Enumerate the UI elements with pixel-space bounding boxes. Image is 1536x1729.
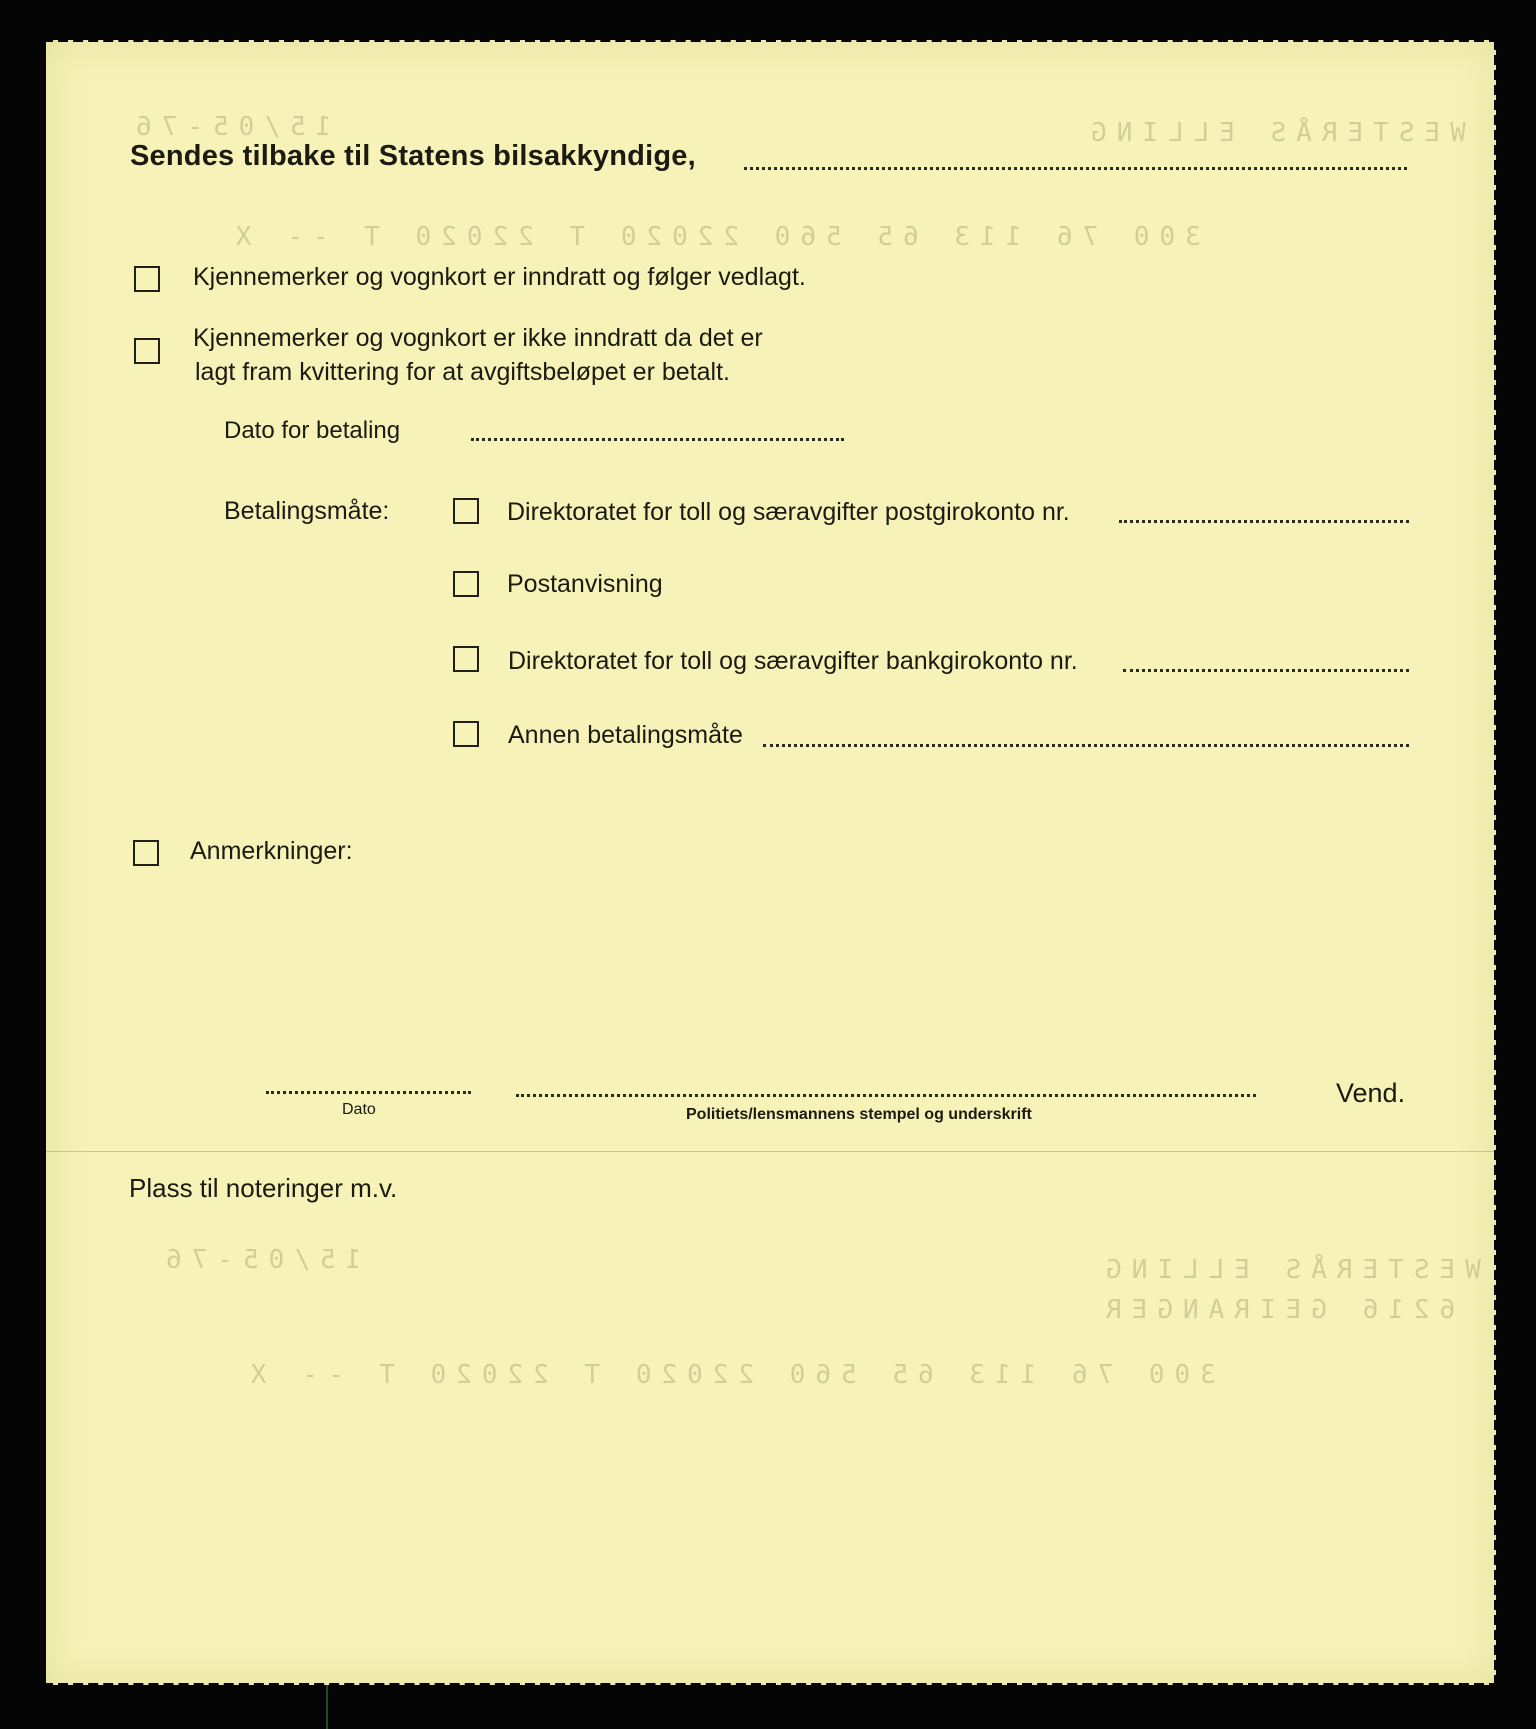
option-receipt-checkbox[interactable] (134, 338, 160, 364)
perforation-bottom (43, 1683, 1499, 1688)
option-confiscated-label: Kjennemerker og vognkort er inndratt og følger vedlagt. (193, 263, 806, 291)
bleed-through-text: 300 76 113 65 560 22020 T 22020 T -- X (241, 1360, 1216, 1390)
stamp-signature-caption: Politiets/lensmannens stempel og underskrift (686, 1106, 1032, 1123)
bleed-through-text: 6216 GEIRANGER (1096, 1295, 1456, 1325)
payment-postanvisning-checkbox[interactable] (453, 571, 479, 597)
notes-label: Plass til noteringer m.v. (129, 1173, 398, 1203)
signature-date-caption: Dato (342, 1101, 376, 1118)
return-address-line[interactable] (744, 167, 1407, 170)
payment-other-checkbox[interactable] (453, 721, 479, 747)
perforation-right (1494, 40, 1499, 1685)
perforation-top (43, 37, 1499, 42)
scan-edge-mark (326, 1685, 328, 1729)
section-divider (46, 1151, 1496, 1152)
payment-date-line[interactable] (471, 438, 844, 441)
turn-over-label: Vend. (1336, 1078, 1406, 1108)
bleed-through-text: 15/05-76 (156, 1245, 362, 1275)
signature-date-line[interactable] (266, 1091, 471, 1094)
option-receipt-label-line2: lagt fram kvittering for at avgiftsbeløpet er betalt. (195, 358, 730, 386)
payment-other-label: Annen betalingsmåte (508, 721, 743, 749)
bleed-through-text: WESTERÅS ELLING (1096, 1255, 1481, 1285)
option-confiscated-checkbox[interactable] (134, 266, 160, 292)
payment-postgiro-checkbox[interactable] (453, 498, 479, 524)
option-receipt-label-line1: Kjennemerker og vognkort er ikke inndratt da det er (193, 324, 763, 352)
bleed-through-text: 300 76 113 65 560 22020 T 22020 T -- X (226, 222, 1201, 252)
payment-bankgiro-label: Direktoratet for toll og særavgifter bankgirokonto nr. (508, 647, 1078, 675)
payment-postgiro-label: Direktoratet for toll og særavgifter postgirokonto nr. (507, 498, 1070, 526)
payment-date-label: Dato for betaling (224, 417, 401, 444)
remarks-label: Anmerkninger: (190, 837, 353, 865)
payment-postanvisning-label: Postanvisning (507, 570, 663, 598)
payment-method-label: Betalingsmåte: (224, 497, 390, 525)
other-payment-line[interactable] (763, 744, 1409, 747)
bleed-through-text: 15/05-76 (126, 112, 332, 142)
return-address-heading: Sendes tilbake til Statens bilsakkyndige, (130, 140, 696, 172)
stamp-signature-line[interactable] (516, 1094, 1256, 1097)
bankgiro-account-line[interactable] (1123, 669, 1409, 672)
remarks-checkbox[interactable] (133, 840, 159, 866)
payment-bankgiro-checkbox[interactable] (453, 646, 479, 672)
postgiro-account-line[interactable] (1119, 520, 1409, 523)
form-sheet (46, 40, 1496, 1685)
bleed-through-text: WESTERÅS ELLING (1081, 118, 1466, 148)
